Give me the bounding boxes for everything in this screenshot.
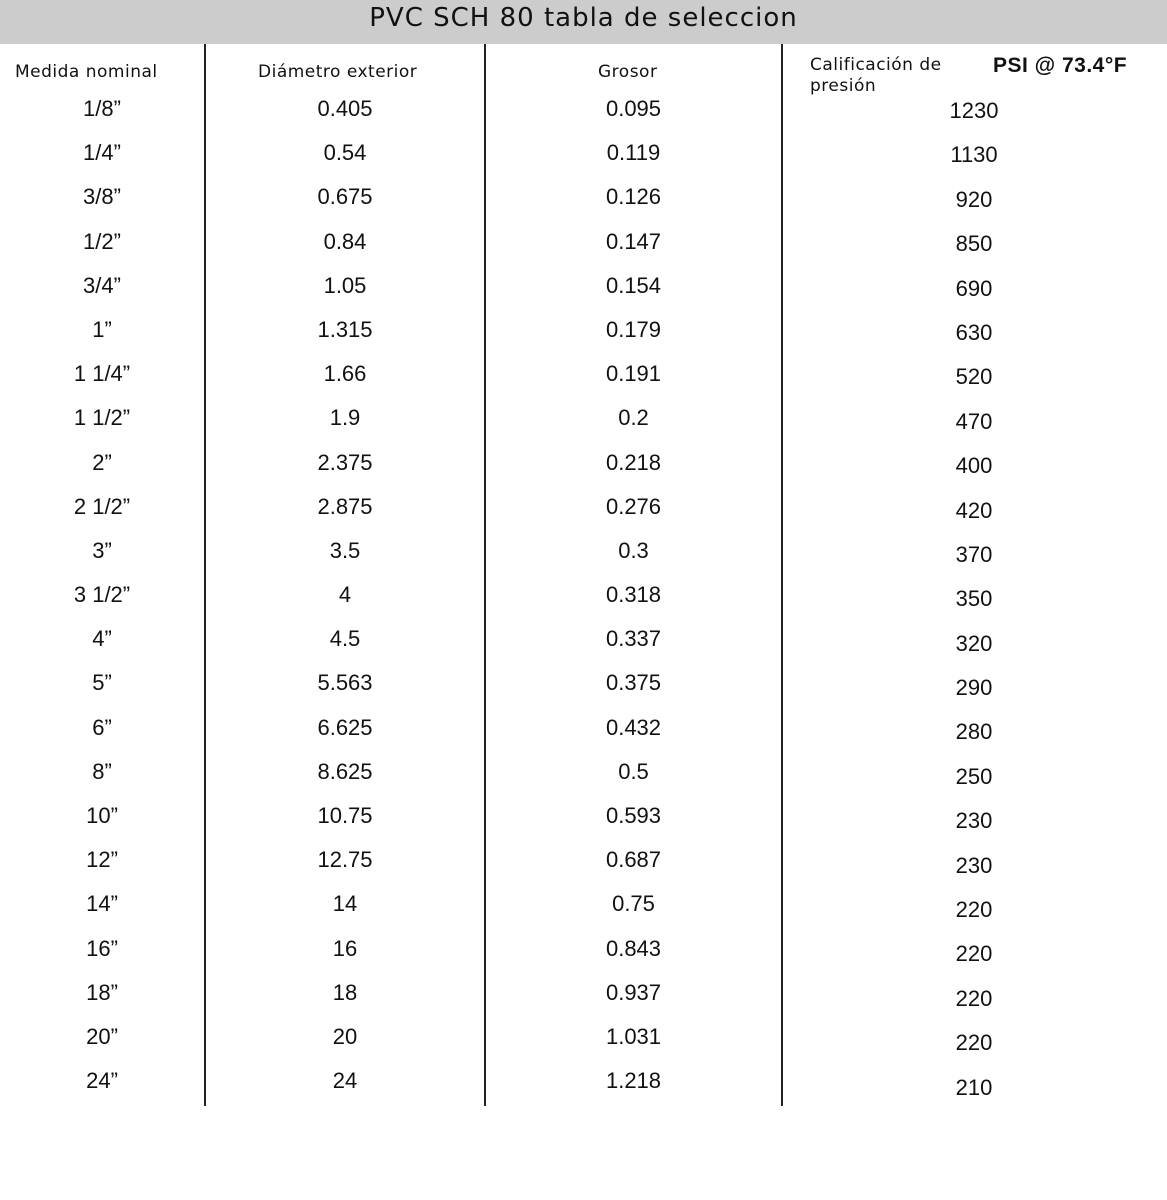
- cell-thickness: 0.75: [612, 891, 655, 917]
- cell-psi: 210: [955, 1074, 993, 1100]
- cell-outer-diameter: 3.5: [329, 537, 361, 563]
- cell-nominal: 4”: [92, 626, 112, 652]
- cell-nominal: 1/8”: [83, 96, 121, 121]
- cell-nominal: 2”: [92, 449, 112, 475]
- cell-nominal: 5”: [92, 670, 112, 696]
- cell-outer-diameter: 24: [332, 1068, 358, 1094]
- cell-thickness: 0.687: [605, 847, 662, 873]
- cell-nominal: 10”: [86, 803, 118, 828]
- cell-nominal: 14”: [86, 891, 118, 917]
- cell-thickness: 0.179: [605, 316, 662, 342]
- cell-outer-diameter: 5.563: [317, 670, 373, 696]
- cell-thickness: 1.218: [605, 1068, 662, 1094]
- cell-nominal: 18”: [86, 979, 118, 1005]
- header-pressure-rating: Calificación de: [810, 55, 942, 75]
- cell-nominal: 20”: [86, 1023, 118, 1049]
- title-bar: [0, 0, 1167, 44]
- cell-thickness: 0.2: [618, 405, 649, 431]
- cell-thickness: 0.318: [605, 582, 662, 608]
- column-psi: [860, 89, 1088, 1110]
- cell-thickness: 0.119: [606, 140, 661, 166]
- cell-psi: 470: [955, 408, 993, 434]
- cell-outer-diameter: 14: [332, 891, 358, 917]
- cell-nominal: 6”: [92, 714, 112, 740]
- cell-outer-diameter: 1.9: [329, 405, 361, 431]
- cell-thickness: 0.593: [605, 803, 662, 828]
- cell-thickness: 0.095: [605, 96, 662, 121]
- cell-thickness: 0.432: [605, 714, 662, 740]
- cell-outer-diameter: 2.875: [317, 493, 373, 519]
- cell-nominal: 12”: [86, 847, 118, 873]
- cell-outer-diameter: 0.54: [323, 140, 367, 166]
- cell-outer-diameter: 0.405: [317, 96, 373, 121]
- cell-outer-diameter: 1.66: [323, 361, 367, 387]
- cell-thickness: 0.154: [605, 272, 662, 298]
- cell-thickness: 0.191: [605, 361, 662, 387]
- cell-nominal: 1/2”: [83, 228, 121, 254]
- cell-nominal: 3/8”: [83, 184, 121, 210]
- header-psi-unit: PSI @ 73.4°F: [993, 54, 1128, 77]
- cell-outer-diameter: 18: [332, 979, 358, 1005]
- cell-outer-diameter: 1.05: [323, 272, 367, 298]
- cell-psi: 230: [955, 808, 993, 834]
- cell-nominal: 1”: [92, 316, 112, 342]
- cell-nominal: 1 1/4”: [73, 361, 131, 387]
- cell-nominal: 3 1/2”: [73, 582, 131, 608]
- column-thickness: [486, 87, 781, 1103]
- column-outer-diameter: [206, 87, 484, 1103]
- cell-thickness: 0.276: [605, 493, 662, 519]
- cell-thickness: 0.218: [605, 449, 662, 475]
- header-pressure-rating-line2: presión: [810, 76, 877, 96]
- cell-psi: 520: [955, 364, 993, 390]
- cell-outer-diameter: 4: [338, 582, 352, 608]
- cell-outer-diameter: 8.625: [317, 758, 373, 784]
- cell-outer-diameter: 16: [332, 935, 358, 961]
- cell-psi: 230: [955, 852, 993, 878]
- cell-psi: 290: [955, 675, 993, 701]
- cell-thickness: 0.126: [605, 184, 662, 210]
- cell-thickness: 0.3: [618, 537, 649, 563]
- cell-thickness: 0.147: [605, 228, 662, 254]
- cell-outer-diameter: 20: [332, 1023, 358, 1049]
- cell-psi: 220: [955, 941, 993, 967]
- header-nominal: Medida nominal: [15, 62, 158, 82]
- cell-thickness: 1.031: [605, 1023, 662, 1049]
- column-divider: [781, 44, 783, 1106]
- cell-psi: 850: [955, 231, 993, 257]
- cell-outer-diameter: 1.315: [317, 316, 373, 342]
- cell-nominal: 1 1/2”: [73, 405, 131, 431]
- cell-nominal: 1/4”: [83, 140, 121, 166]
- cell-thickness: 0.937: [605, 979, 662, 1005]
- cell-psi: 920: [955, 186, 993, 212]
- cell-thickness: 0.5: [618, 758, 649, 784]
- cell-psi: 420: [955, 497, 993, 523]
- cell-nominal: 2 1/2”: [73, 493, 131, 519]
- cell-psi: 400: [955, 453, 993, 479]
- cell-thickness: 0.843: [605, 935, 662, 961]
- cell-outer-diameter: 0.675: [317, 184, 373, 210]
- cell-nominal: 8”: [92, 758, 112, 784]
- cell-outer-diameter: 2.375: [317, 449, 373, 475]
- cell-outer-diameter: 12.75: [317, 847, 373, 873]
- cell-psi: 220: [955, 985, 993, 1011]
- column-nominal: [0, 87, 204, 1103]
- cell-outer-diameter: 10.75: [317, 803, 373, 828]
- cell-outer-diameter: 6.625: [317, 714, 373, 740]
- cell-psi: 280: [955, 719, 993, 745]
- header-outer-diameter: Diámetro exterior: [258, 62, 418, 82]
- cell-thickness: 0.337: [605, 626, 662, 652]
- header-thickness: Grosor: [598, 62, 658, 82]
- cell-psi: 630: [955, 319, 993, 345]
- cell-psi: 1230: [949, 98, 999, 123]
- cell-nominal: 24”: [86, 1068, 118, 1094]
- cell-psi: 220: [955, 897, 993, 923]
- cell-nominal: 3/4”: [83, 272, 121, 298]
- cell-nominal: 3”: [92, 537, 112, 563]
- cell-outer-diameter: 4.5: [329, 626, 361, 652]
- cell-outer-diameter: 0.84: [323, 228, 367, 254]
- cell-psi: 690: [955, 275, 993, 301]
- cell-thickness: 0.375: [605, 670, 662, 696]
- cell-psi: 320: [955, 630, 993, 656]
- cell-psi: 250: [955, 763, 993, 789]
- cell-psi: 220: [955, 1030, 993, 1056]
- cell-psi: 350: [955, 586, 993, 612]
- cell-nominal: 16”: [86, 935, 118, 961]
- page-title: PVC SCH 80 tabla de seleccion: [369, 3, 798, 33]
- cell-psi: 370: [955, 541, 993, 567]
- cell-psi: 1130: [950, 142, 998, 168]
